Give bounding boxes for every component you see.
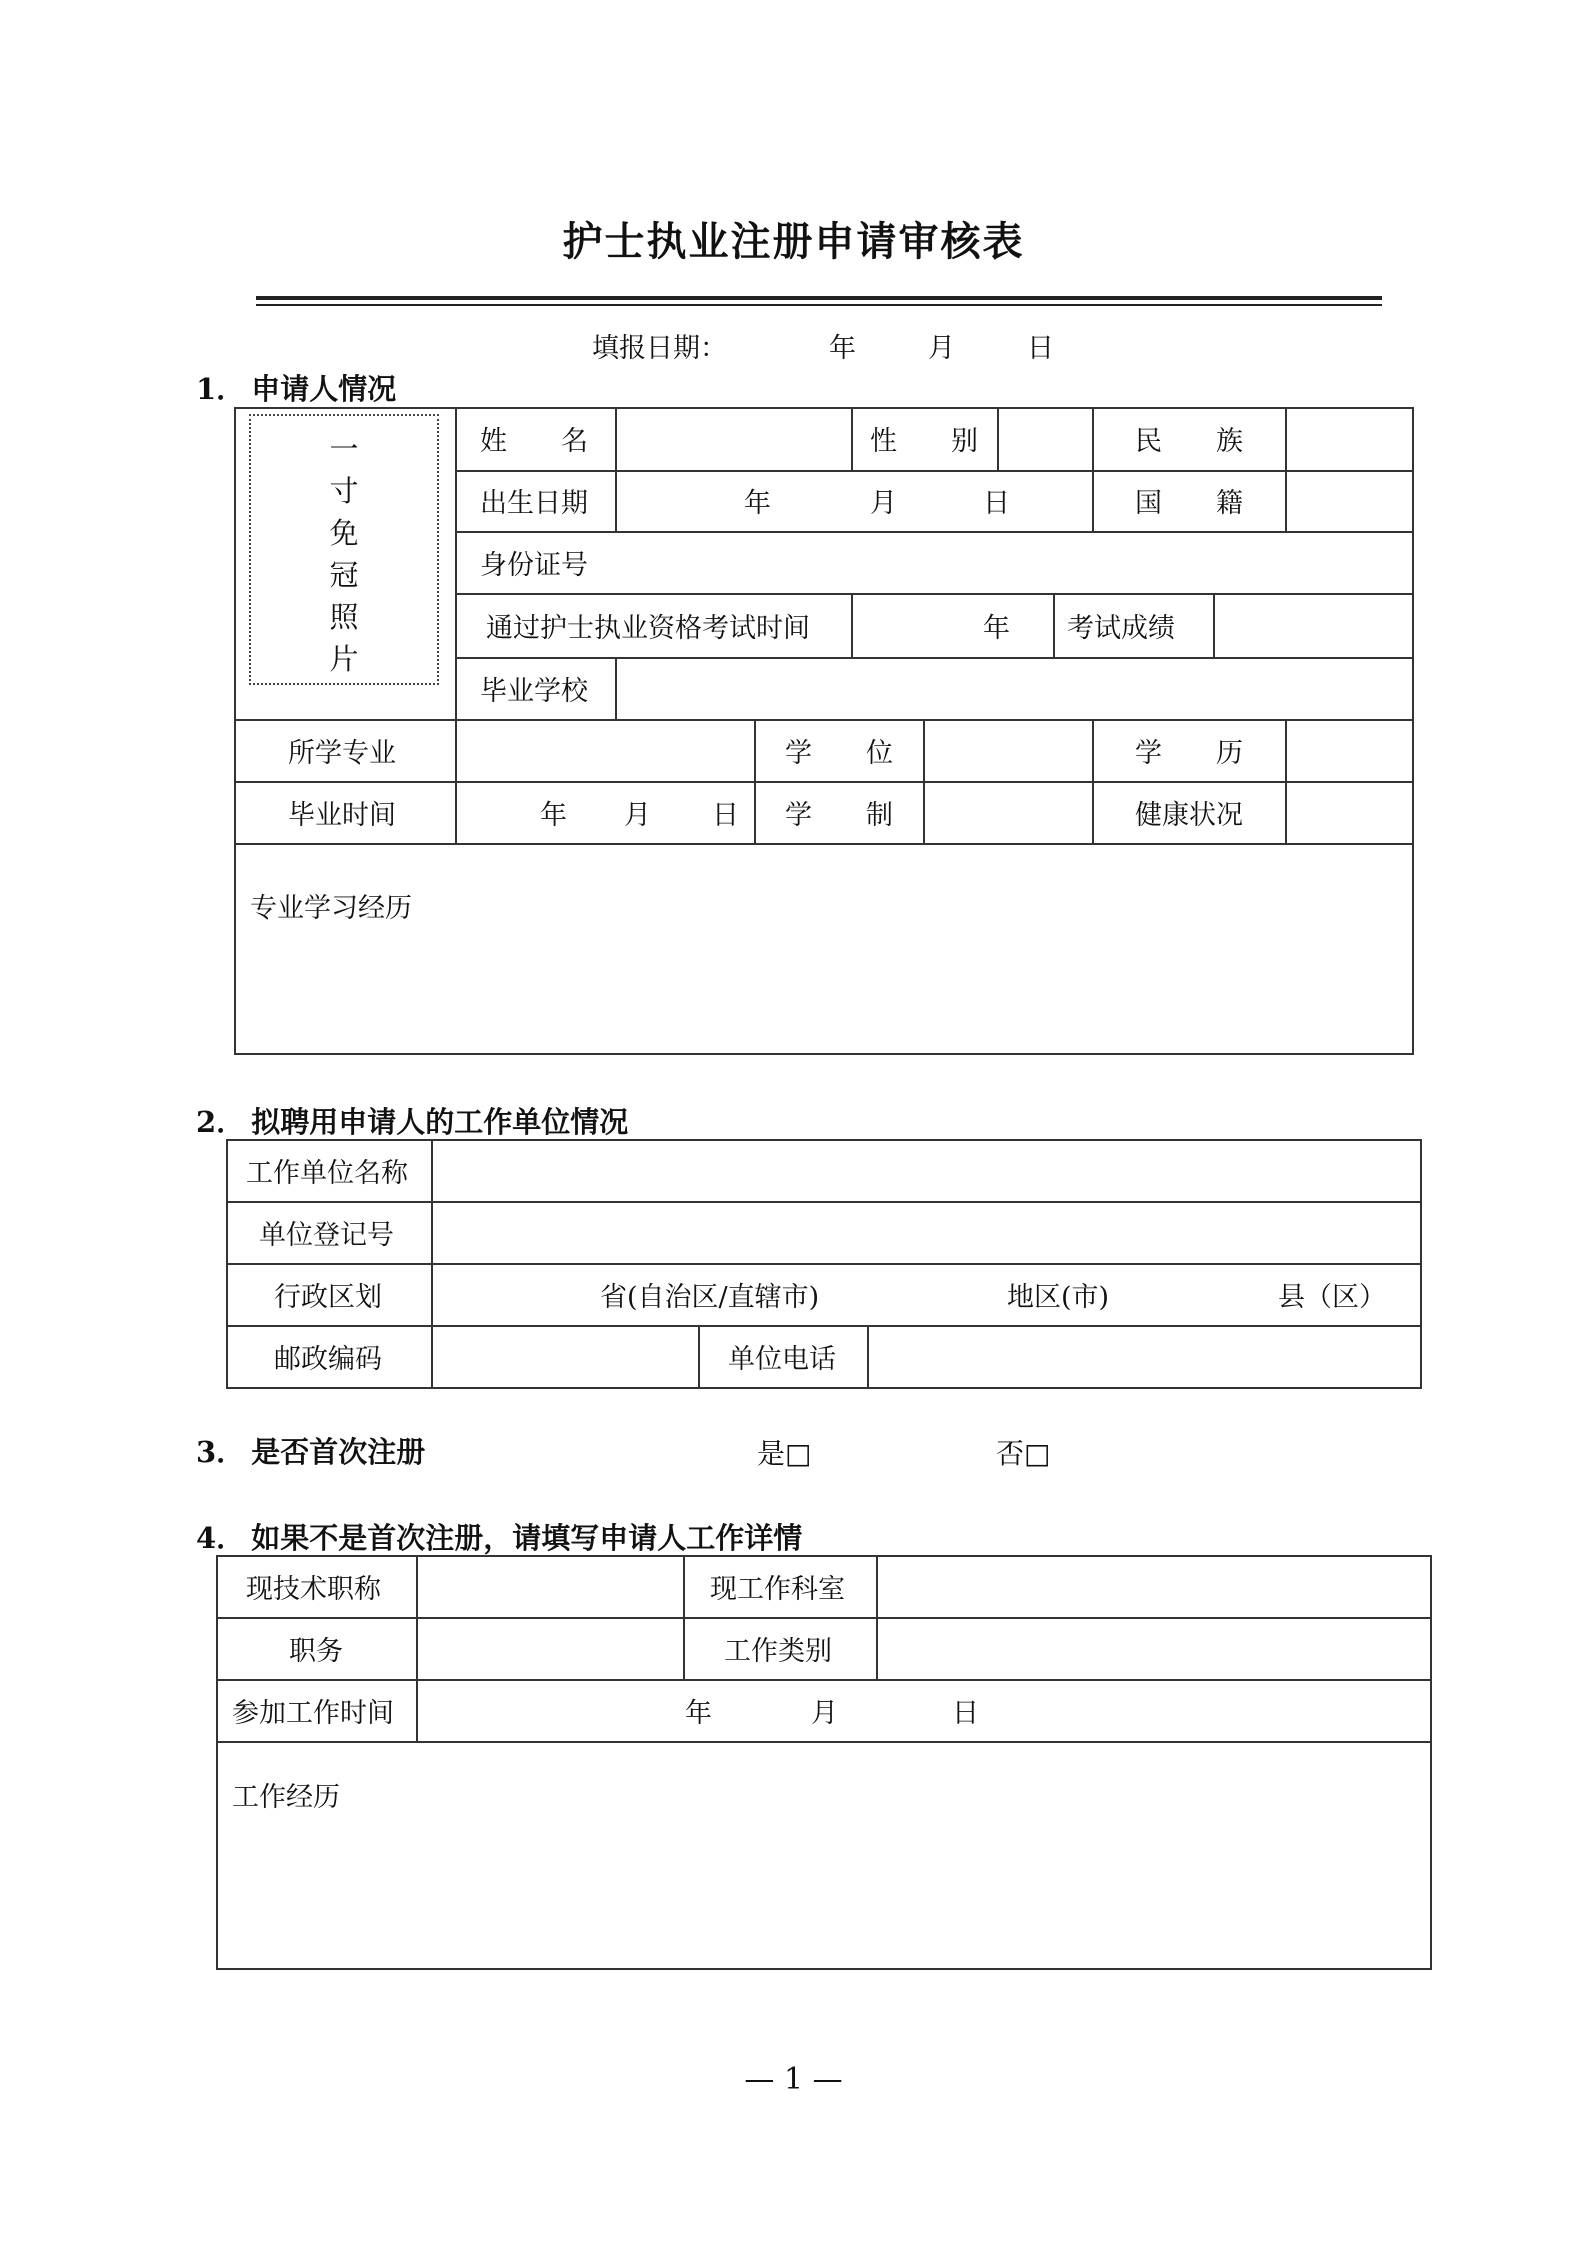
first-registration-no-checkbox[interactable]: 否□ — [996, 1437, 1051, 1470]
work-type-field[interactable] — [878, 1617, 1430, 1679]
health-label: 健康状况 — [1135, 799, 1243, 831]
prefecture-label: 地区(市) — [1007, 1281, 1110, 1313]
birth-month: 月 — [870, 488, 897, 519]
county-label: 县（区） — [1278, 1281, 1386, 1313]
study-history-label: 专业学习经历 — [250, 892, 412, 924]
id-number-field[interactable] — [617, 531, 1412, 593]
section2-heading — [196, 1100, 628, 1141]
start-time-label: 参加工作时间 — [232, 1697, 394, 1729]
section3-number: 3． — [196, 1435, 246, 1469]
unit-reg-label: 单位登记号 — [259, 1219, 394, 1251]
birth-day: 日 — [983, 488, 1010, 519]
gender-label: 性 别 — [870, 426, 978, 457]
unit-name-field[interactable] — [433, 1139, 1420, 1201]
section4-title: 如果不是首次注册，请填写申请人工作详情 — [251, 1521, 803, 1555]
first-registration-yes-checkbox[interactable]: 是□ — [757, 1437, 812, 1470]
position-label: 职务 — [289, 1635, 343, 1667]
grad-time-label: 毕业时间 — [288, 799, 396, 831]
section2-title: 拟聘用申请人的工作单位情况 — [251, 1105, 629, 1139]
unit-reg-field[interactable] — [433, 1201, 1420, 1263]
fill-date-label: 填报日期： — [592, 333, 727, 364]
section2-number: 2． — [196, 1105, 246, 1139]
exam-score-label: 考试成绩 — [1067, 612, 1175, 644]
start-day: 日 — [952, 1697, 979, 1729]
section3-heading — [196, 1430, 425, 1471]
section4-heading — [196, 1516, 802, 1557]
title-rule-thick — [256, 296, 1382, 300]
birth-year: 年 — [744, 488, 771, 519]
education-field[interactable] — [1287, 719, 1412, 781]
tech-title-label: 现技术职称 — [246, 1573, 381, 1605]
major-field[interactable] — [457, 719, 754, 781]
exam-score-field[interactable] — [1215, 593, 1412, 657]
grad-month: 月 — [624, 799, 651, 831]
id-number-label: 身份证号 — [480, 549, 588, 581]
major-label: 所学专业 — [288, 737, 396, 769]
section1-title: 申请人情况 — [251, 372, 397, 406]
fill-date-day: 日 — [1027, 333, 1054, 364]
fill-date-month: 月 — [928, 333, 955, 364]
study-length-field[interactable] — [925, 781, 1092, 843]
tech-title-field[interactable] — [418, 1555, 683, 1617]
department-field[interactable] — [878, 1555, 1430, 1617]
grad-year: 年 — [540, 799, 567, 831]
postcode-field[interactable] — [433, 1325, 698, 1387]
birth-date-label: 出生日期 — [480, 488, 588, 519]
degree-field[interactable] — [925, 719, 1092, 781]
study-length-label: 学 制 — [785, 799, 893, 831]
position-field[interactable] — [418, 1617, 683, 1679]
name-field[interactable] — [617, 407, 851, 470]
work-type-label: 工作类别 — [724, 1635, 832, 1667]
gender-field[interactable] — [999, 407, 1092, 470]
photo-label: 一 寸 免 冠 照 片 — [329, 432, 359, 676]
admin-region-label: 行政区划 — [274, 1281, 382, 1313]
section1-heading — [196, 367, 396, 408]
start-month: 月 — [811, 1697, 838, 1729]
name-label: 姓 名 — [480, 426, 588, 457]
school-field[interactable] — [617, 657, 1412, 719]
section3-title: 是否首次注册 — [251, 1435, 426, 1469]
department-label: 现工作科室 — [710, 1573, 845, 1605]
ethnicity-field[interactable] — [1287, 407, 1412, 470]
nationality-label: 国 籍 — [1135, 488, 1243, 519]
unit-name-label: 工作单位名称 — [246, 1157, 408, 1189]
page-number: — 1 — — [744, 2062, 843, 2097]
nationality-field[interactable] — [1287, 470, 1412, 531]
school-label: 毕业学校 — [480, 675, 588, 707]
work-history-label: 工作经历 — [232, 1781, 340, 1813]
postcode-label: 邮政编码 — [274, 1343, 382, 1375]
page-title: 护士执业注册申请审核表 — [562, 219, 1025, 265]
exam-year: 年 — [983, 612, 1010, 644]
start-year: 年 — [685, 1697, 712, 1729]
title-rule-thin — [256, 304, 1382, 306]
province-label: 省(自治区/直辖市) — [600, 1281, 820, 1313]
degree-label: 学 位 — [785, 737, 893, 769]
education-label: 学 历 — [1135, 737, 1243, 769]
unit-phone-field[interactable] — [869, 1325, 1420, 1387]
unit-phone-label: 单位电话 — [728, 1343, 836, 1375]
section1-number: 1． — [196, 372, 246, 406]
health-field[interactable] — [1287, 781, 1412, 843]
fill-date-year: 年 — [829, 333, 856, 364]
ethnicity-label: 民 族 — [1135, 426, 1243, 457]
exam-time-label: 通过护士执业资格考试时间 — [486, 612, 810, 644]
grad-day: 日 — [712, 799, 739, 831]
section4-number: 4． — [196, 1521, 246, 1555]
